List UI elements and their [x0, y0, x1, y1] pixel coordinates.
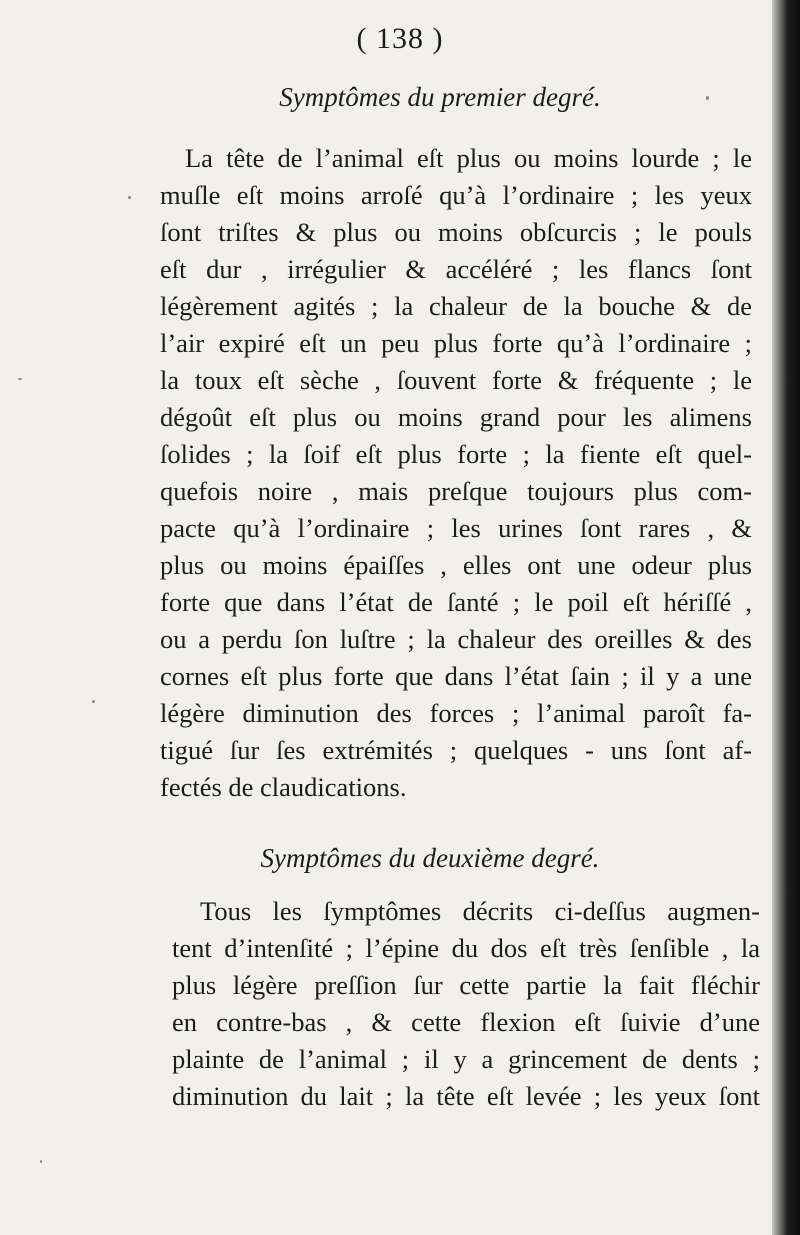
text-line: muſle eſt moins arroſé qu’à l’ordinaire ; les yeux — [160, 180, 752, 210]
text-line: Tous les ſymptômes décrits ci-deſſus augmen- — [200, 896, 760, 926]
text-line: cornes eſt plus forte que dans l’état ſain ; il y a une — [160, 661, 752, 691]
text-line: plus légère preſſion ſur cette partie la fait fléchir — [172, 970, 760, 1000]
section-heading-first-degree: Symptômes du premier degré. — [279, 82, 601, 112]
binding-edge — [772, 0, 800, 1235]
page-number: ( 138 ) — [356, 22, 444, 55]
text-line: fectés de claudications. — [160, 772, 407, 802]
text-line: plainte de l’animal ; il y a grincement de dents ; — [172, 1044, 760, 1074]
paper-speck — [92, 700, 95, 703]
text-line: dégoût eſt plus ou moins grand pour les alimens — [160, 402, 752, 432]
paper-speck — [128, 196, 131, 199]
text-line: forte que dans l’état de ſanté ; le poil eſt hériſſé , — [160, 587, 752, 617]
paper-speck — [706, 96, 709, 100]
paper-speck — [40, 1160, 42, 1163]
text-line: tent d’intenſité ; l’épine du dos eſt très ſenſible , la — [172, 933, 760, 963]
text-line: légère diminution des forces ; l’animal paroît fa- — [160, 698, 752, 728]
text-line: la toux eſt sèche , ſouvent forte & fréquente ; le — [160, 365, 752, 395]
section-heading-second-degree: Symptômes du deuxième degré. — [260, 843, 600, 873]
paper-speck — [18, 378, 22, 380]
text-line: La tête de l’animal eſt plus ou moins lourde ; le — [185, 143, 752, 173]
text-line: en contre-bas , & cette flexion eſt ſuivie d’une — [172, 1007, 760, 1037]
text-line: eſt dur , irrégulier & accéléré ; les flancs ſont — [160, 254, 752, 284]
text-line: quefois noire , mais preſque toujours plus com- — [160, 476, 752, 506]
text-line: ſont triſtes & plus ou moins obſcurcis ; le pouls — [160, 217, 752, 247]
text-line: pacte qu’à l’ordinaire ; les urines ſont rares , & — [160, 513, 752, 543]
text-line: ou a perdu ſon luſtre ; la chaleur des oreilles & des — [160, 624, 752, 654]
text-line: légèrement agités ; la chaleur de la bouche & de — [160, 291, 752, 321]
text-line: ſolides ; la ſoif eſt plus forte ; la fiente eſt quel- — [160, 439, 752, 469]
text-line: diminution du lait ; la tête eſt levée ; les yeux ſont — [172, 1081, 760, 1111]
text-line: plus ou moins épaiſſes , elles ont une odeur plus — [160, 550, 752, 580]
text-line: tigué ſur ſes extrémités ; quelques - uns ſont af- — [160, 735, 752, 765]
text-line: l’air expiré eſt un peu plus forte qu’à l’ordinaire ; — [160, 328, 752, 358]
